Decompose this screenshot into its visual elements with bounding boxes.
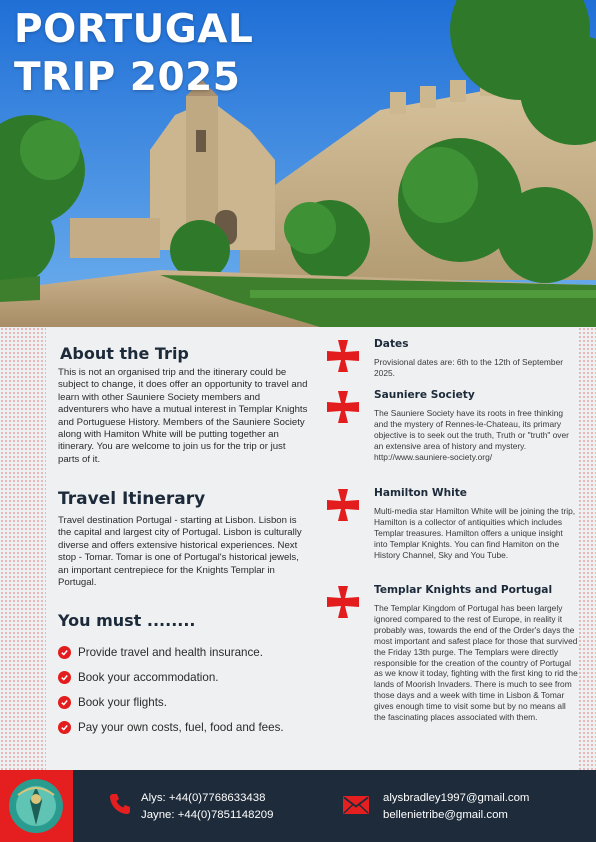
section-body: Provisional dates are: 6th to the 12th of September 2025. (374, 357, 564, 378)
check-circle-icon (58, 696, 71, 709)
about-title: About the Trip (60, 344, 189, 363)
check-circle-icon (58, 646, 71, 659)
section-body: Multi-media star Hamilton White will be joining the trip, Hamilton is a collector of antiquities which includes Templar treasures. Hamilton offers a unique insight into Templar Knights. You can find Hamiton on the History Channel, Sky and You Tube. (374, 506, 576, 560)
section-body: The Templar Kingdom of Portugal has been largely ignored compared to the rest of Europe, in reality it probably was, towards the end of the Order's days the most important and safest place for those that survived the Friday 13th purge. The Templars were directly responsible for the creation of the country of Portugal as we know it today, fighting with the first king to rid the lands of Moorish Invaders. There is much to see from those days and a week with time in Lisbon & Tomar gives enough time to visit some but by no means all the fascinating places associated with them. (374, 603, 578, 723)
phone-numbers (141, 790, 273, 824)
list-item (58, 715, 308, 740)
must-list (58, 640, 308, 740)
list-item-text: Book your flights. (78, 696, 167, 709)
envelope-icon (343, 796, 369, 814)
templar-cross-icon (325, 338, 361, 374)
dotted-decoration-right (578, 327, 596, 770)
section-title: Hamilton White (374, 487, 467, 499)
hero-banner (0, 0, 596, 327)
section-title: Sauniere Society (374, 389, 475, 401)
check-circle-icon (58, 671, 71, 684)
section-body: The Sauniere Society have its roots in free thinking and the mystery of Rennes-le-Chateau, its primary objective is to seek out the truth, Truth or "truth" over an extensive area of history and mystery. http://www.sauniere-society.org/ (374, 408, 569, 462)
itinerary-title: Travel Itinerary (58, 489, 206, 509)
list-item-text: Book your accommodation. (78, 671, 219, 684)
footer-logo-panel (0, 770, 73, 842)
must-title: You must ........ (58, 611, 196, 630)
email-addresses (383, 790, 529, 824)
phone-alys[interactable]: Alys: +44(0)7768633438 (141, 792, 266, 804)
hero-title: PORTUGAL TRIP 2025 (14, 7, 254, 100)
email-alys[interactable]: alysbradley1997@gmail.com (383, 792, 530, 804)
section-title: Dates (374, 338, 409, 350)
itinerary-body: Travel destination Portugal - starting at Lisbon. Lisbon is the capital and largest city of Portugal. Lisbon is culturally diverse and offers extensive historical experiences. Next stop - Tomar. Tomar is one of Portugal's historical jewels, an important centrepiece for the Knights Templar in Portugal. (58, 515, 302, 589)
list-item (58, 640, 308, 665)
about-body: This is not an organised trip and the itinerary could be subject to change, it does offer an opportunity to travel and learn with other Sauniere Society members and adventurers who have a mutual interest in Templar Knights and Portuguese History. Members of the Sauniere Society along with Hamiton White will be putting together an itinerary. You are welcome to join us for the trip or just parts of it. (58, 367, 308, 465)
templar-cross-icon (325, 584, 361, 620)
society-emblem-icon (6, 777, 66, 835)
phone-icon (108, 792, 132, 816)
templar-cross-icon (325, 487, 361, 523)
templar-cross-icon (325, 389, 361, 425)
phone-jayne[interactable]: Jayne: +44(0)7851148209 (141, 809, 274, 821)
list-item (58, 690, 308, 715)
dotted-decoration-left (0, 327, 46, 770)
section-title: Templar Knights and Portugal (374, 584, 553, 596)
footer (0, 770, 596, 842)
email-jayne[interactable]: bellenietribe@gmail.com (383, 809, 508, 821)
list-item (58, 665, 308, 690)
check-circle-icon (58, 721, 71, 734)
list-item-text: Pay your own costs, fuel, food and fees. (78, 721, 284, 734)
list-item-text: Provide travel and health insurance. (78, 646, 263, 659)
